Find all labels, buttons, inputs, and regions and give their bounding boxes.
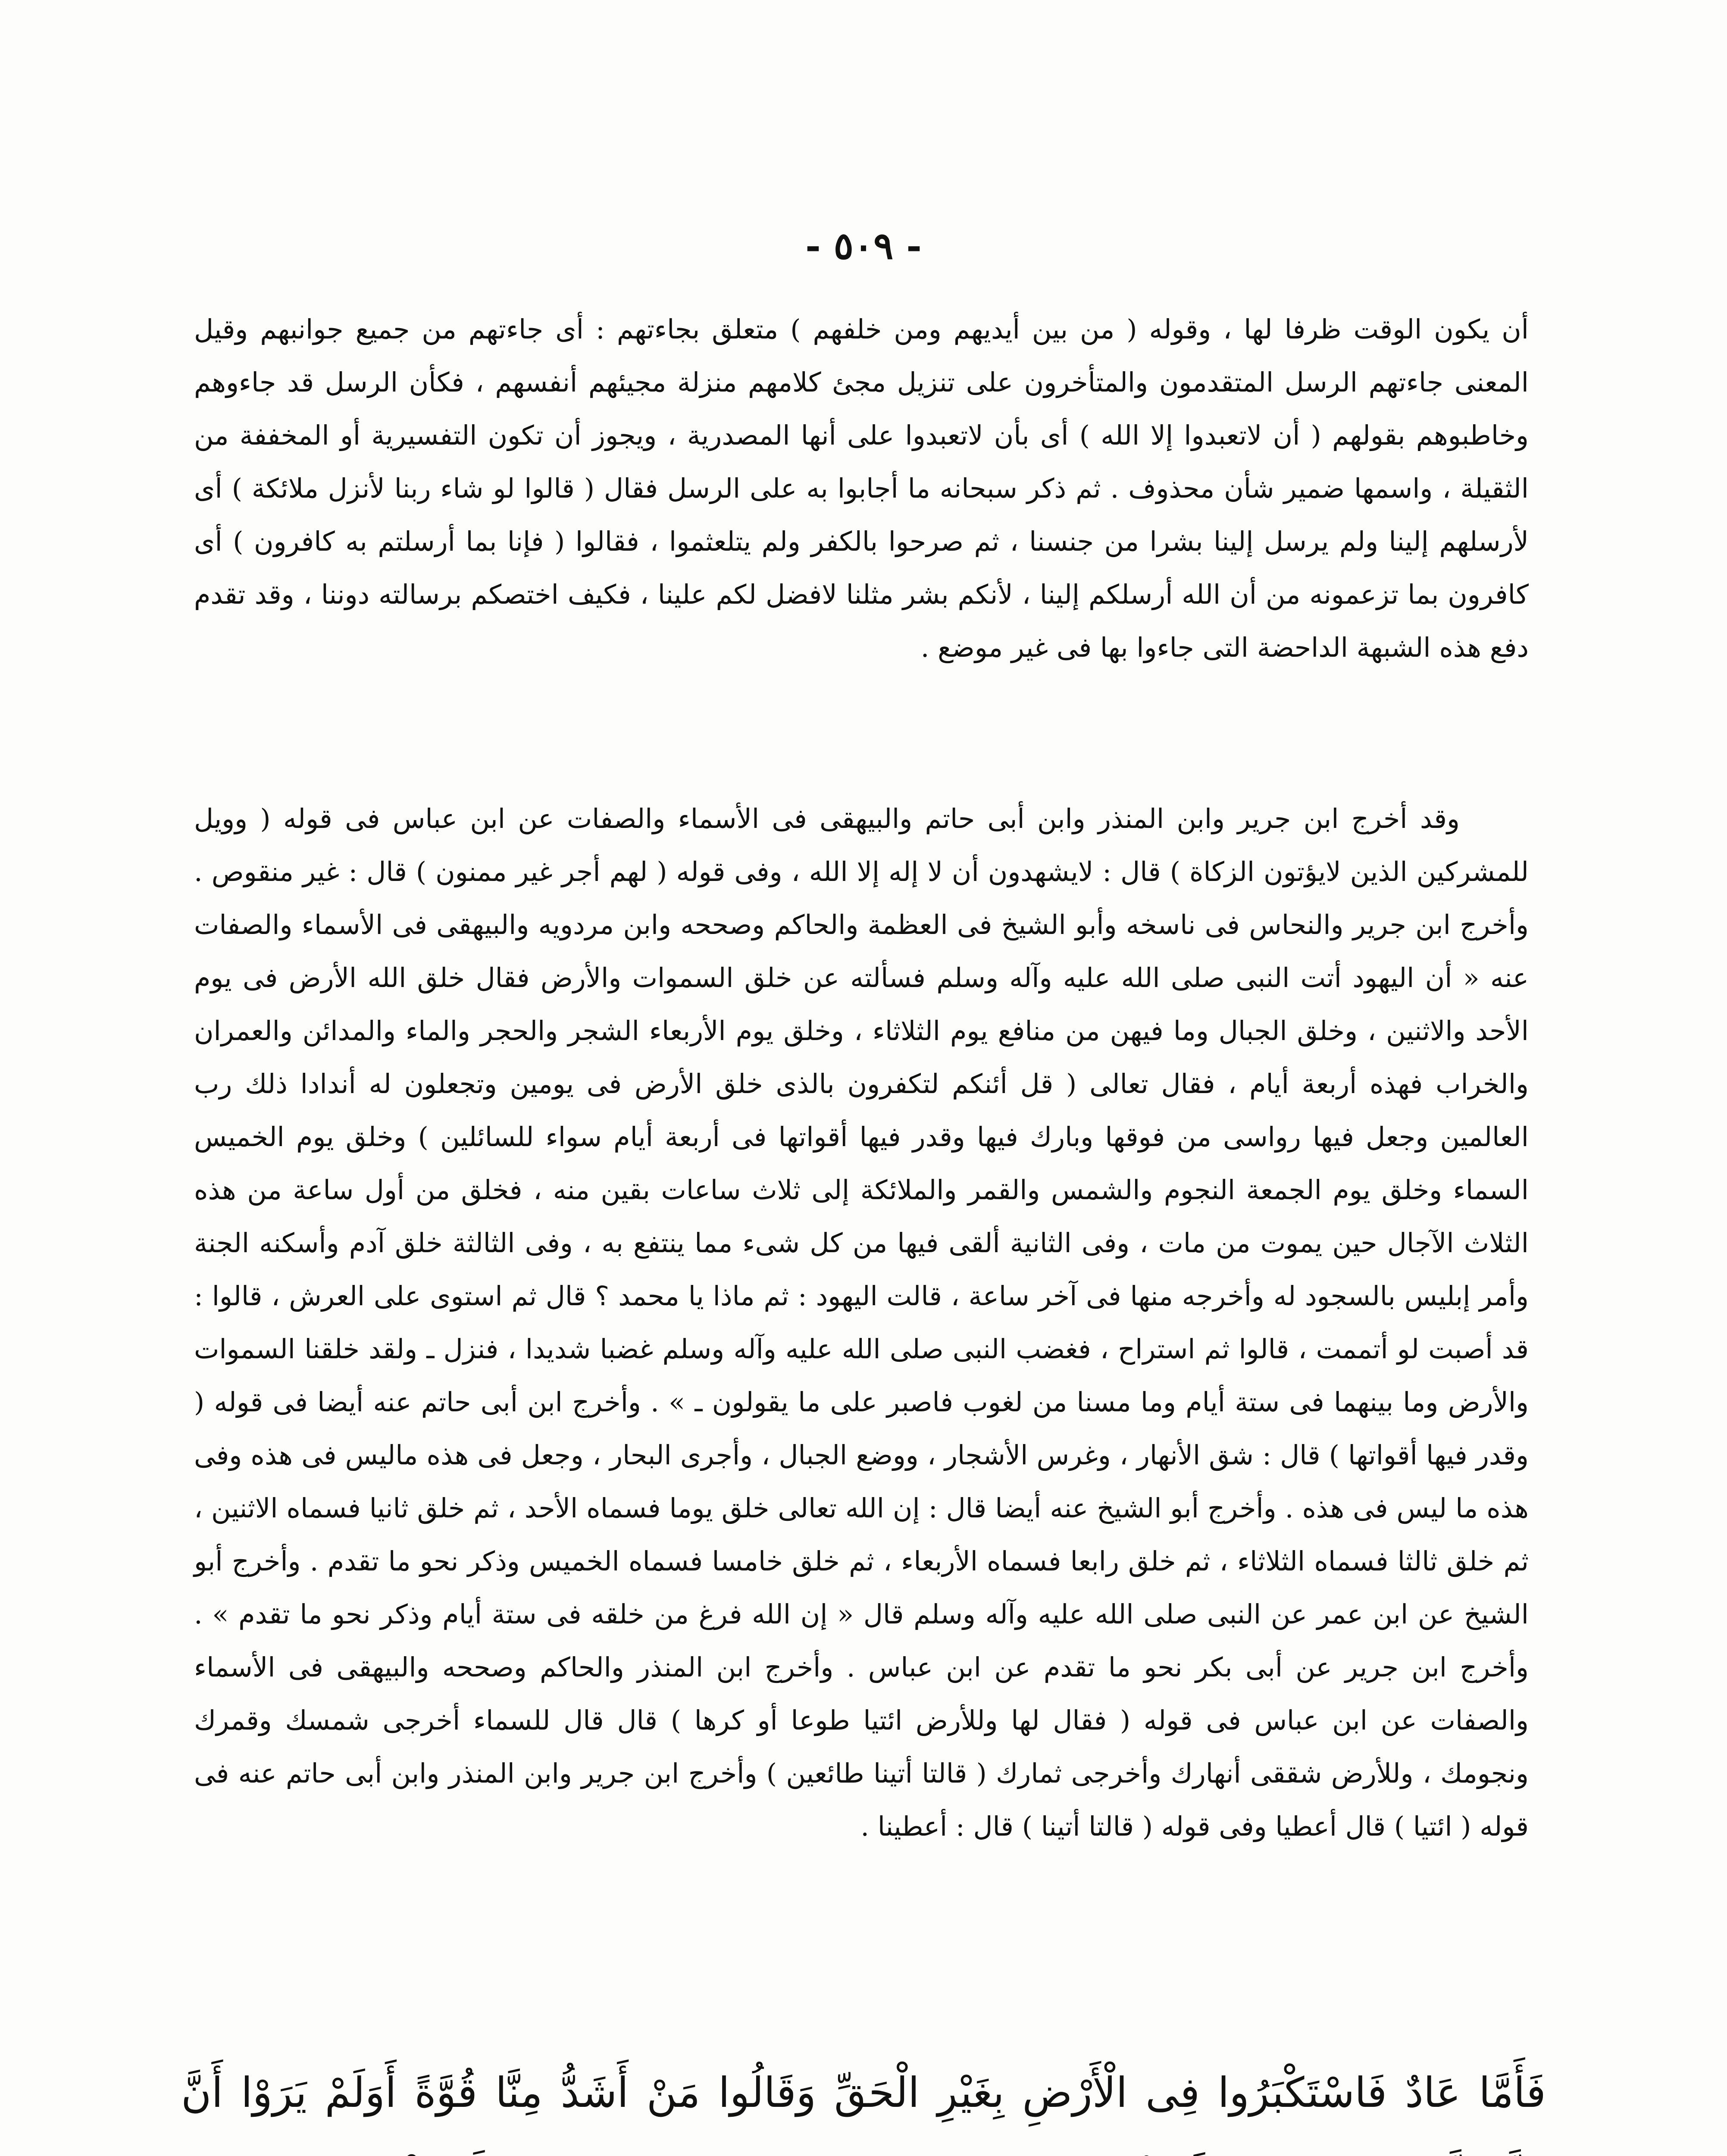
page-number: - ٥٠٩ - <box>805 224 922 268</box>
commentary-paragraph-2: وقد أخرج ابن جرير وابن المنذر وابن أبى حاتم والبيهقى فى الأسماء والصفات عن ابن عباس فى قوله ( وويل للمشركين الذين لايؤتون الزكاة ) قال : لايشهدون أن لا إله إلا الله ، وفى قوله ( لهم أجر غير ممنون ) قال : غير منقوص . وأخرج ابن جرير والنحاس فى ناسخه وأبو الشيخ فى العظمة والحاكم وصححه وابن مردويه والبيهقى فى الأسماء والصفات عنه « أن اليهود أتت النبى صلى الله عليه وآله وسلم فسألته عن خلق السموات والأرض فقال خلق الله الأرض فى يوم الأحد والاثنين ، وخلق الجبال وما فيهن من منافع يوم الثلاثاء ، وخلق يوم الأربعاء الشجر والحجر والماء والمدائن والعمران والخراب فهذه أربعة أيام ، فقال تعالى ( قل أئنكم لتكفرون بالذى خلق الأرض فى يومين وتجعلون له أندادا ذلك رب العالمين وجعل فيها رواسى من فوقها وبارك فيها وقدر فيها أقواتها فى أربعة أيام سواء للسائلين ) وخلق يوم الخميس السماء وخلق يوم الجمعة النجوم والشمس والقمر والملائكة إلى ثلاث ساعات بقين منه ، فخلق من أول ساعة من هذه الثلاث الآجال حين يموت من مات ، وفى الثانية ألقى فيها من كل شىء مما ينتفع به ، وفى الثالثة خلق آدم وأسكنه الجنة وأمر إبليس بالسجود له وأخرجه منها فى آخر ساعة ، قالت اليهود : ثم ماذا يا محمد ؟ قال ثم استوى على العرش ، قالوا : قد أصبت لو أتممت ، قالوا ثم استراح ، فغضب النبى صلى الله عليه وآله وسلم غضبا شديدا ، فنزل ـ ولقد خلقنا السموات والأرض وما بينهما فى ستة أيام وما مسنا من لغوب فاصبر على ما يقولون ـ » . وأخرج ابن أبى حاتم عنه أيضا فى قوله ( وقدر فيها أقواتها ) قال : شق الأنهار ، وغرس الأشجار ، ووضع الجبال ، وأجرى البحار ، وجعل فى هذه ماليس فى هذه وفى هذه ما ليس فى هذه . وأخرج أبو الشيخ عنه أيضا قال : إن الله تعالى خلق يوما فسماه الأحد ، ثم خلق ثانيا فسماه الاثنين ، ثم خلق ثالثا فسماه الثلاثاء ، ثم خلق رابعا فسماه الأربعاء ، ثم خلق خامسا فسماه الخميس وذكر نحو ما تقدم . وأخرج أبو الشيخ عن ابن عمر عن النبى صلى الله عليه وآله وسلم قال « إن الله فرغ من خلقه فى ستة أيام وذكر نحو ما تقدم » . وأخرج ابن جرير عن أبى بكر نحو ما تقدم عن ابن عباس . وأخرج ابن المنذر والحاكم وصححه والبيهقى فى الأسماء والصفات عن ابن عباس فى قوله ( فقال لها وللأرض ائتيا طوعا أو كرها ) قال قال للسماء أخرجى شمسك وقمرك ونجومك ، وللأرض شققى أنهارك وأخرجى ثمارك ( قالتا أتينا طائعين ) وأخرج ابن جرير وابن المنذر وابن أبى حاتم عنه فى قوله ( ائتيا ) قال أعطيا وفى قوله ( قالتا أتينا ) قال : أعطينا . <box>194 803 1529 1842</box>
quran-verse: فَأَمَّا عَادٌ فَاسْتَكْبَرُوا فِى الْأَرْضِ بِغَيْرِ الْحَقِّ وَقَالُوا مَنْ أَشَدُّ مِنَّا قُوَّةً أَوَلَمْ يَرَوْا أَنَّ <box>181 2068 1546 2117</box>
commentary-paragraph-1: أن يكون الوقت ظرفا لها ، وقوله ( من بين أيديهم ومن خلفهم ) متعلق بجاءتهم : أى جاءتهم من جميع جوانبهم وقيل المعنى جاءتهم الرسل المتقدمون والمتأخرون على تنزيل مجئ كلامهم منزلة مجيئهم أنفسهم ، فكأن الرسل قد جاءوهم وخاطبوهم بقولهم ( أن لاتعبدوا إلا الله ) أى بأن لاتعبدوا على أنها المصدرية ، ويجوز أن تكون التفسيرية أو المخففة من الثقيلة ، واسمها ضمير شأن محذوف . ثم ذكر سبحانه ما أجابوا به على الرسل فقال ( قالوا لو شاء ربنا لأنزل ملائكة ) أى لأرسلهم إلينا ولم يرسل إلينا بشرا من جنسنا ، ثم صرحوا بالكفر ولم يتلعثموا ، فقالوا ( فإنا بما أرسلتم به كافرون ) أى كافرون بما تزعمونه من أن الله أرسلكم إلينا ، لأنكم بشر مثلنا لافضل لكم علينا ، فكيف اختصكم برسالته دوننا ، وقد تقدم دفع هذه الشبهة الداحضة التى جاءوا بها فى غير موضع . <box>194 313 1529 663</box>
